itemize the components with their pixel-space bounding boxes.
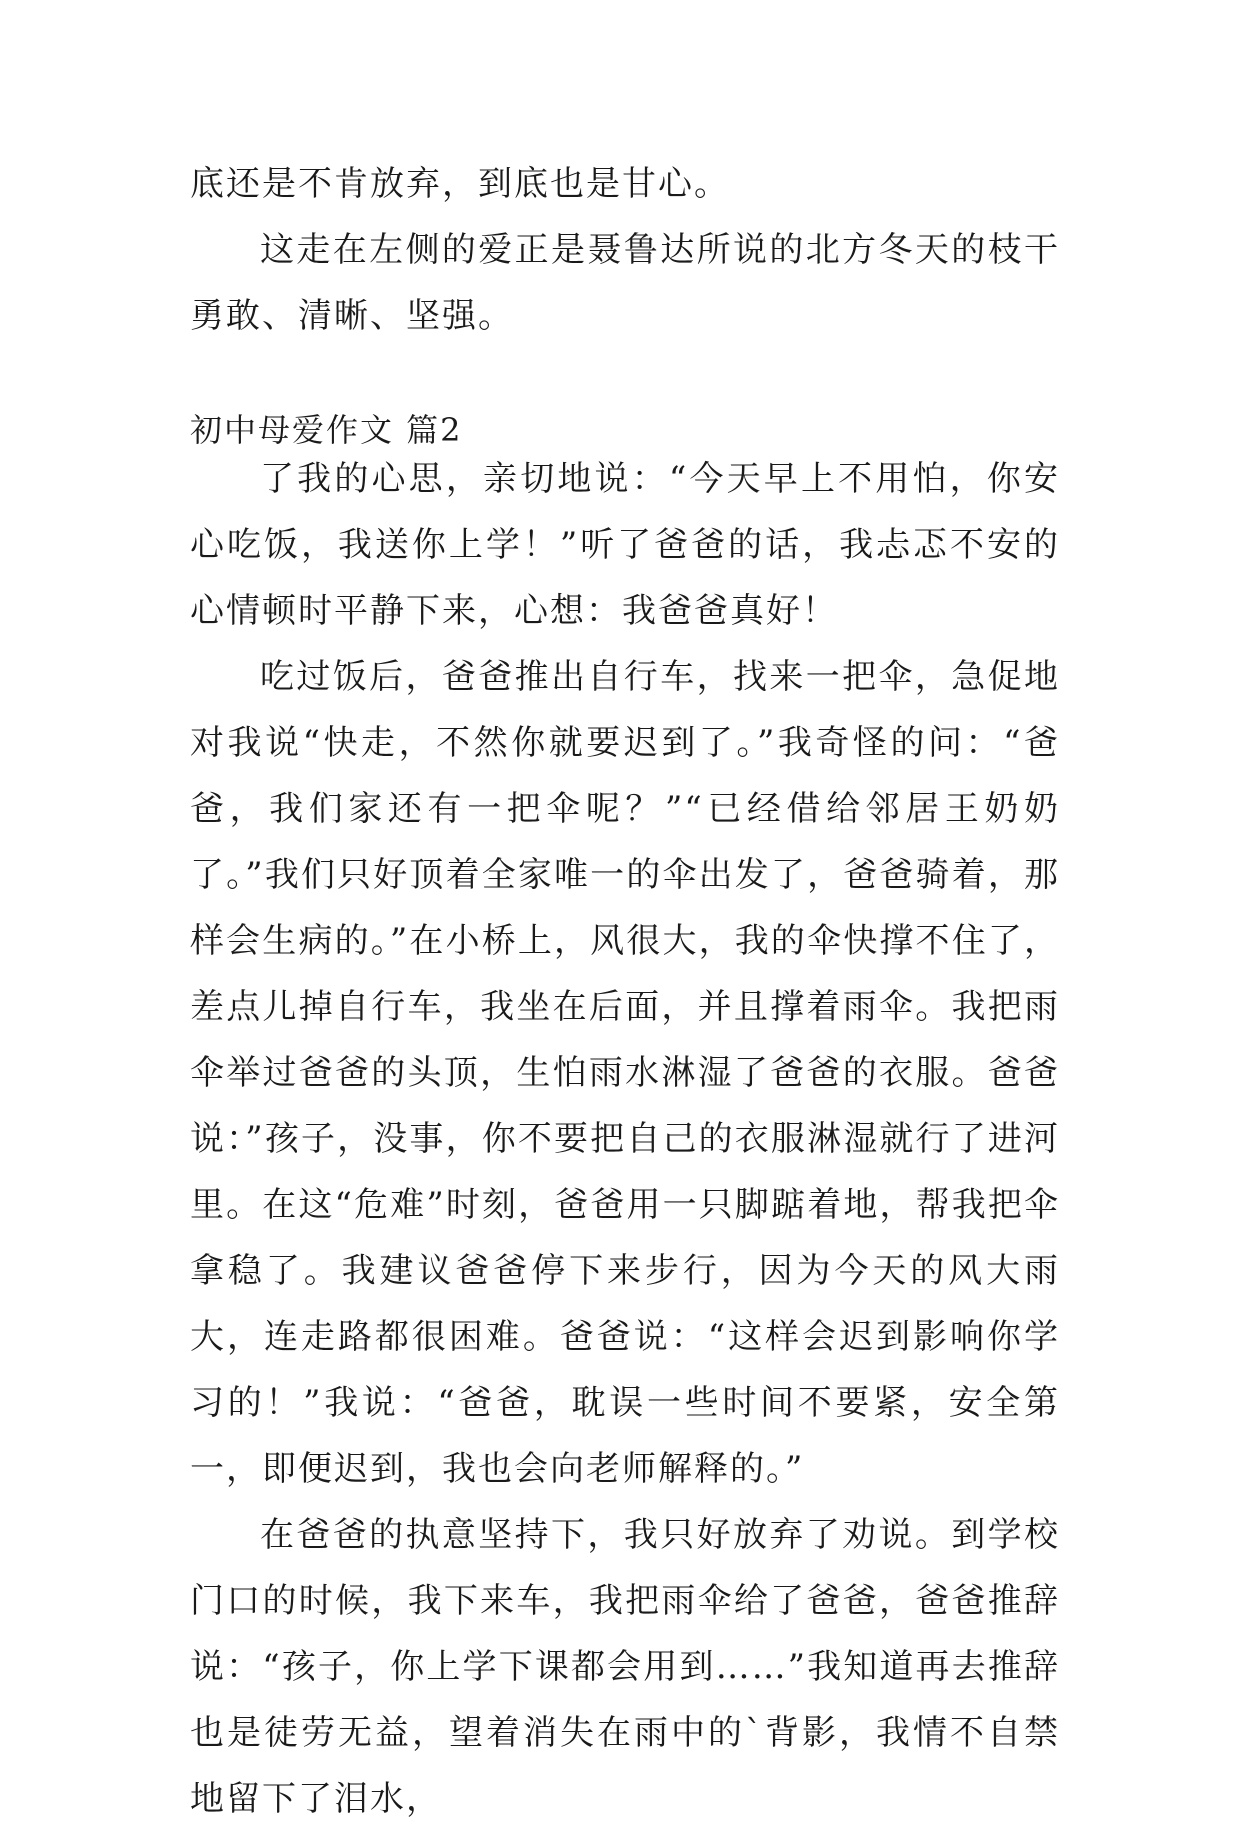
paragraph: 吃过饭后，爸爸推出自行车，找来一把伞，急促地对我说“快走，不然你就要迟到了。”我奇怪的问：“爸爸，我们家还有一把伞呢？”“已经借给邻居王奶奶了。”我们只好顶着全家唯一的伞出发了，爸爸骑着，那样会生病的。”在小桥上，风很大，我的伞快撑不住了，差点儿掉自行车，我坐在后面，并且撑着雨伞。我把雨伞举过爸爸的头顶，生怕雨水淋湿了爸爸的衣服。爸爸说：”孩子，没事，你不要把自己的衣服淋湿就行了进河里。在这“危难”时刻，爸爸用一只脚踮着地，帮我把伞拿稳了。我建议爸爸停下来步行，因为今天的风大雨大，连走路都很困难。爸爸说：“这样会迟到影响你学习的！”我说：“爸爸，耽误一些时间不要紧，安全第一，即便迟到，我也会向老师解释的。” [190,657,1060,1489]
paragraph: 这走在左侧的爱正是聂鲁达所说的北方冬天的枝干勇敢、清晰、坚强。 [190,230,1060,336]
section-two [190,446,1060,1832]
paragraph-continuation: 底还是不肯放弃，到底也是甘心。 [190,164,730,204]
paragraph: 在爸爸的执意坚持下，我只好放弃了劝说。到学校门口的时候，我下来车，我把雨伞给了爸爸，爸爸推辞说：“孩子，你上学下课都会用到……”我知道再去推辞也是徒劳无益，望着消失在雨中的`背影，我情不自禁地留下了泪水， [190,1515,1060,1819]
section-heading: 初中母爱作文 篇2 [190,411,463,449]
section-one [190,151,1060,349]
paragraph: 了我的心思，亲切地说：“今天早上不用怕，你安心吃饭，我送你上学！”听了爸爸的话，我忐忑不安的心情顿时平静下来，心想：我爸爸真好！ [190,459,1060,631]
